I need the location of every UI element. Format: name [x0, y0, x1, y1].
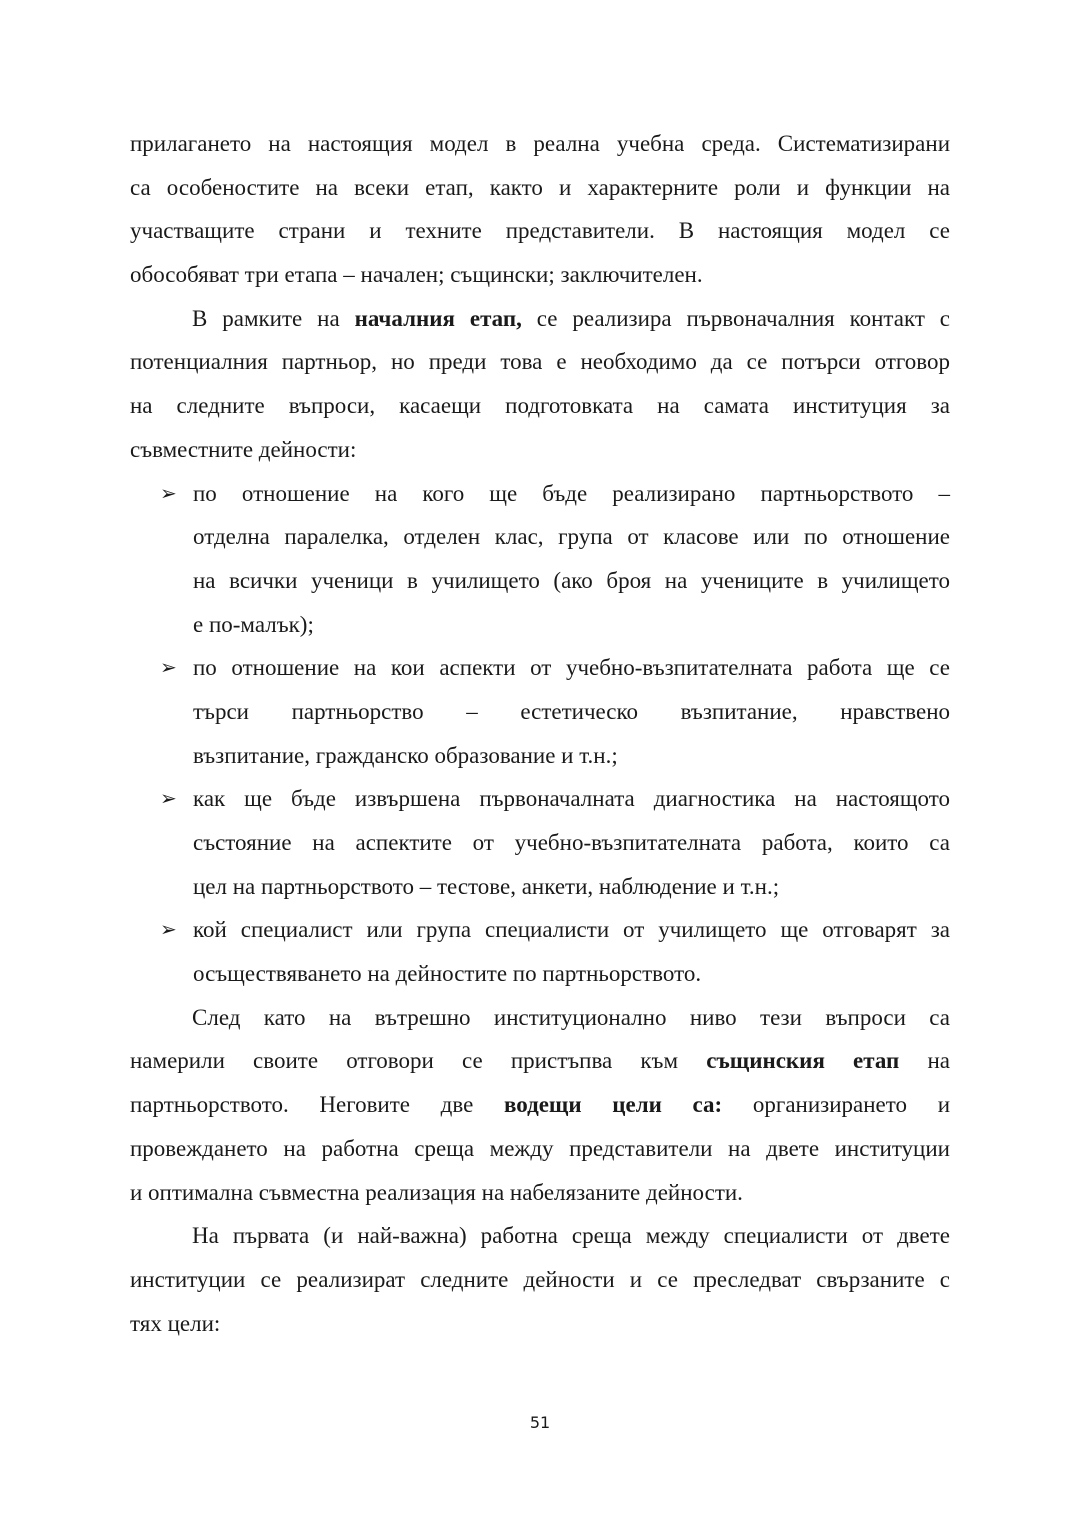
- text-line: обособяват три етапа – начален; същински; заключителен.: [130, 262, 703, 288]
- bold-term-initial-stage: началния етап,: [354, 305, 522, 331]
- text-run: по отношение на кого ще бъде реализирано партньорството –: [193, 480, 950, 506]
- text-run: на: [899, 1048, 950, 1074]
- text-line: прилагането на настоящия модел в реална учебна среда. Систематизирани: [130, 131, 950, 156]
- text-line: цел на партньорството – тестове, анкети, наблюдение и т.н.;: [193, 873, 780, 899]
- text-line: и оптимална съвместна реализация на набелязаните дейности.: [130, 1179, 743, 1205]
- list-item: [130, 472, 950, 647]
- text-run: партньорството. Неговите две: [130, 1092, 504, 1118]
- text-line: тях цели:: [130, 1310, 221, 1336]
- arrow-bullet-icon: ➢: [160, 917, 177, 942]
- arrow-bullet-icon: ➢: [160, 655, 177, 680]
- text-line: потенциалния партньор, но преди това е необходимо да се потърси отговор: [130, 349, 950, 375]
- text-line: [130, 297, 950, 341]
- text-line: на следните въпроси, касаещи подготовката на самата институция за: [130, 393, 950, 419]
- text-line: институции се реализират следните дейности и се преследват свързаните с: [130, 1266, 950, 1292]
- arrow-bullet-icon: ➢: [160, 480, 177, 505]
- list-item: [130, 646, 950, 777]
- paragraph-1: [130, 122, 950, 297]
- text-line: отделна паралелка, отделен клас, група от класове или по отношение: [193, 524, 950, 550]
- bold-term-main-stage: същинския етап: [706, 1048, 900, 1074]
- text-run: намерили своите отговори се пристъпва към: [130, 1048, 707, 1074]
- text-line: На първата (и най-важна) работна среща между специалисти от двете: [192, 1223, 950, 1249]
- text-run: как ще бъде извършена първоначалната диагностика на настоящото: [193, 786, 950, 812]
- list-item: [130, 908, 950, 995]
- text-line: на всички ученици в училището (ако броя на учениците в училището: [193, 567, 950, 593]
- text-line: търси партньорство – естетическо възпитание, нравствено: [193, 698, 950, 724]
- text-line: осъществяването на дейностите по партньорството.: [193, 961, 702, 987]
- text-line: [130, 777, 950, 821]
- text-run: се реализира първоначалния контакт с: [521, 305, 950, 331]
- text-line: участващите страни и техните представители. В настоящия модел се: [130, 218, 950, 244]
- text-line: [130, 1083, 950, 1127]
- bold-term-leading-goals: водещи цели са:: [503, 1092, 723, 1118]
- document-page: [130, 122, 950, 1345]
- text-line: [130, 908, 950, 952]
- arrow-bullet-icon: ➢: [160, 786, 177, 811]
- paragraph-3: [130, 996, 950, 1214]
- text-line: възпитание, гражданско образование и т.н.;: [193, 742, 618, 768]
- page-number: 51: [529, 1413, 551, 1432]
- text-run: кой специалист или група специалисти от училището ще отговарят за: [193, 917, 950, 943]
- text-line: съвместните дейности:: [130, 436, 357, 462]
- text-line: провеждането на работна среща между представители на двете институции: [130, 1135, 950, 1161]
- text-run: организирането и: [722, 1092, 950, 1118]
- text-line: [130, 472, 950, 516]
- paragraph-2: [130, 297, 950, 472]
- bullet-list: [130, 472, 950, 996]
- paragraph-4: [130, 1214, 950, 1345]
- text-line: състояние на аспектите от учебно-възпитателната работа, които са: [193, 830, 950, 855]
- text-line: [130, 646, 950, 690]
- text-line: е по-малък);: [193, 611, 314, 637]
- text-line: са особеностите на всеки етап, както и характерните роли и функции на: [130, 174, 950, 200]
- text-run: по отношение на кои аспекти от учебно-възпитателната работа ще се: [193, 655, 950, 681]
- text-line: След като на вътрешно институционално ниво тези въпроси са: [192, 1004, 950, 1030]
- text-run: В рамките на: [192, 305, 355, 331]
- text-line: [130, 1039, 950, 1083]
- list-item: [130, 777, 950, 908]
